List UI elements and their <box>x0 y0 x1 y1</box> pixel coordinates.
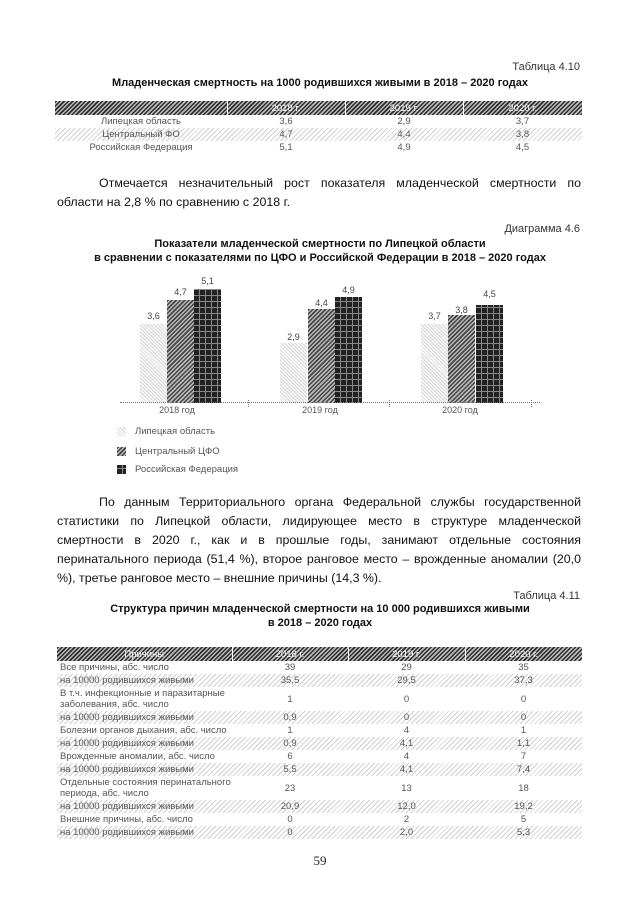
table2-header-2018: 2018 г. <box>232 647 348 661</box>
diagram-number: Диаграмма 4.6 <box>504 223 580 235</box>
bar-rf-2018 <box>194 289 221 403</box>
legend-label: Липецкая область <box>135 426 216 437</box>
table2-header-2020: 2020 г. <box>465 647 582 661</box>
bar-lipetsk-2018 <box>140 324 167 403</box>
x-axis-tick <box>248 400 249 407</box>
bar-chart <box>120 270 540 403</box>
cell-value: 29 <box>401 662 412 673</box>
legend-item-cfo <box>117 446 220 457</box>
paragraph-mortality-structure: По данным Территориального органа Федеральной службы государственной статистики по Липецкой области, лидирующее место в структуре младенческой смертности в 2020 г., как и в прошлые годы, занимают отдельные состояния перинатального периода (51,4 %), второе ранговое место – врожденные аномалии (20,0 %), третье ранговое место – внешние причины (14,3 %). <box>57 495 581 585</box>
row-label: Врожденные аномалии, абс. число <box>60 751 215 762</box>
table-row <box>57 763 582 776</box>
cell-value: 3,8 <box>515 129 530 140</box>
cell-value: 3,7 <box>515 116 530 127</box>
x-axis-tick <box>389 400 390 407</box>
cell-value: 20,9 <box>280 801 300 812</box>
legend-swatch-dark-icon <box>117 465 126 474</box>
cell-value: 0 <box>520 712 527 723</box>
row-label: Российская Федерация <box>89 142 193 153</box>
bar-value-label: 3,6 <box>147 311 160 321</box>
cell-value: 2 <box>403 814 410 825</box>
row-label: на 10000 родившихся живыми <box>60 827 194 838</box>
cell-value: 0 <box>403 693 410 705</box>
x-axis <box>120 402 540 403</box>
cell-value: 1,1 <box>516 738 531 749</box>
table-row <box>57 687 582 711</box>
bar-cfo-2019 <box>308 309 335 403</box>
table1-header-2020: 2020 г. <box>463 101 582 115</box>
row-label: Липецкая область <box>100 116 182 127</box>
row-label: на 10000 родившихся живыми <box>60 738 194 749</box>
x-axis-tick <box>531 400 532 407</box>
cell-value: 29,5 <box>397 675 416 686</box>
cell-value: 0 <box>287 827 293 838</box>
cell-value: 4 <box>403 725 410 736</box>
table1-header-blank <box>55 101 227 115</box>
cell-value: 35,5 <box>280 675 300 686</box>
table-row <box>57 711 582 724</box>
table2-number: Таблица 4.11 <box>513 590 580 602</box>
legend-swatch-light-icon <box>117 427 126 436</box>
table2-header-row <box>57 647 582 661</box>
table-row <box>55 115 582 128</box>
cell-value: 5,5 <box>283 764 297 775</box>
legend-item-lipetsk <box>117 426 215 437</box>
legend-label: Центральный ЦФО <box>135 446 220 457</box>
x-label-2018: 2018 год <box>159 405 195 415</box>
bar-cfo-2018 <box>167 300 194 403</box>
cell-value: 6 <box>287 751 293 762</box>
cell-value: 1 <box>520 725 527 736</box>
legend-label: Российская Федерация <box>135 464 239 475</box>
cell-value: 37,3 <box>514 675 533 686</box>
row-label: на 10000 родившихся живыми <box>60 712 194 723</box>
row-label: Центральный ФО <box>102 129 180 140</box>
bar-lipetsk-2020 <box>421 324 448 403</box>
table-row <box>57 800 582 813</box>
cell-value: 7 <box>520 751 527 762</box>
cell-value: 19,2 <box>514 801 533 812</box>
x-label-2019: 2019 год <box>302 405 338 415</box>
table-row <box>55 128 582 141</box>
table1-title: Младенческая смертность на 1000 родившихся живыми в 2018 – 2020 годах <box>112 77 528 89</box>
cell-value: 4,5 <box>515 142 530 153</box>
table1-number: Таблица 4.10 <box>512 61 580 73</box>
page-number: 59 <box>313 853 327 868</box>
table2-header-causes: Причины <box>124 648 165 660</box>
cell-value: 1 <box>287 725 293 736</box>
cell-value: 7,4 <box>516 764 531 775</box>
bar-value-label: 3,7 <box>428 311 441 321</box>
cell-value: 2,9 <box>397 116 411 127</box>
bar-lipetsk-2019 <box>280 343 307 403</box>
bar-cfo-2020 <box>448 315 475 403</box>
bar-value-label: 4,7 <box>174 287 187 297</box>
legend-swatch-medium-icon <box>117 447 126 456</box>
table-row <box>57 750 582 763</box>
row-label: В т.ч. инфекционные и паразитарные заболевания, абс. число <box>60 688 225 710</box>
cell-value: 0 <box>403 712 410 723</box>
legend-item-rf <box>117 464 238 475</box>
row-label: на 10000 родившихся живыми <box>60 675 194 686</box>
table2-title-line2: в 2018 – 2020 годах <box>267 617 373 629</box>
cell-value: 5 <box>520 814 527 825</box>
cell-value: 4,1 <box>399 764 414 775</box>
cell-value: 0,9 <box>283 712 297 723</box>
table1-header-2019: 2019 г. <box>345 101 463 115</box>
cell-value: 23 <box>284 782 296 794</box>
table1-header-row <box>55 101 582 115</box>
cell-value: 4,9 <box>397 142 411 153</box>
diagram-title-line1: Показатели младенческой смертности по Липецкой области <box>154 238 486 250</box>
cell-value: 3,6 <box>279 116 293 127</box>
cell-value: 35 <box>518 662 529 673</box>
cell-value: 0,9 <box>283 738 297 749</box>
cell-value: 0 <box>520 693 527 705</box>
cell-value: 4,4 <box>397 129 411 140</box>
table2-title-line1: Структура причин младенческой смертности на 10 000 родившихся живыми <box>110 603 530 615</box>
table-row <box>57 661 582 674</box>
cell-value: 2,0 <box>399 827 414 838</box>
bar-rf-2019 <box>335 297 362 403</box>
table2 <box>57 647 582 839</box>
cell-value: 4,1 <box>399 738 414 749</box>
table2-header-2019: 2019 г. <box>348 647 465 661</box>
table1-header-2018: 2018 г. <box>227 101 345 115</box>
table1 <box>55 101 582 154</box>
bar-value-label: 4,9 <box>342 285 355 295</box>
bar-value-label: 5,1 <box>201 276 214 286</box>
cell-value: 1 <box>287 693 293 705</box>
table-row <box>57 737 582 750</box>
cell-value: 0 <box>287 814 293 825</box>
cell-value: 13 <box>401 782 412 794</box>
cell-value: 5,3 <box>516 827 531 838</box>
cell-value: 4 <box>403 751 410 762</box>
cell-value: 18 <box>518 782 529 794</box>
row-label: Все причины, абс. число <box>60 662 169 673</box>
cell-value: 39 <box>284 662 296 673</box>
table-row <box>57 724 582 737</box>
bar-value-label: 4,5 <box>483 289 496 299</box>
row-label: Болезни органов дыхания, абс. число <box>60 725 227 736</box>
row-label: на 10000 родившихся живыми <box>60 764 194 775</box>
row-label: Отдельные состояния перинатального периода, абс. число <box>60 777 231 799</box>
table-row <box>57 776 582 800</box>
table-row <box>57 674 582 687</box>
table-row <box>57 813 582 826</box>
bar-rf-2020 <box>476 305 503 403</box>
cell-value: 5,1 <box>279 142 293 153</box>
x-label-2020: 2020 год <box>442 405 478 415</box>
diagram-title-line2: в сравнении с показателями по ЦФО и Российской Федерации в 2018 – 2020 годах <box>94 252 546 264</box>
row-label: Внешние причины, абс. число <box>60 814 193 825</box>
cell-value: 4,7 <box>279 129 293 140</box>
table-row <box>57 826 582 839</box>
table-row <box>55 141 582 154</box>
cell-value: 12,0 <box>397 801 416 812</box>
bar-value-label: 2,9 <box>287 332 300 342</box>
row-label: на 10000 родившихся живыми <box>60 801 194 812</box>
bar-value-label: 4,4 <box>315 298 328 308</box>
paragraph-mortality-growth: Отмечается незначительный рост показателя младенческой смертности по области на 2,8 % по сравнению с 2018 г. <box>57 176 581 209</box>
bar-value-label: 3,8 <box>455 305 468 315</box>
